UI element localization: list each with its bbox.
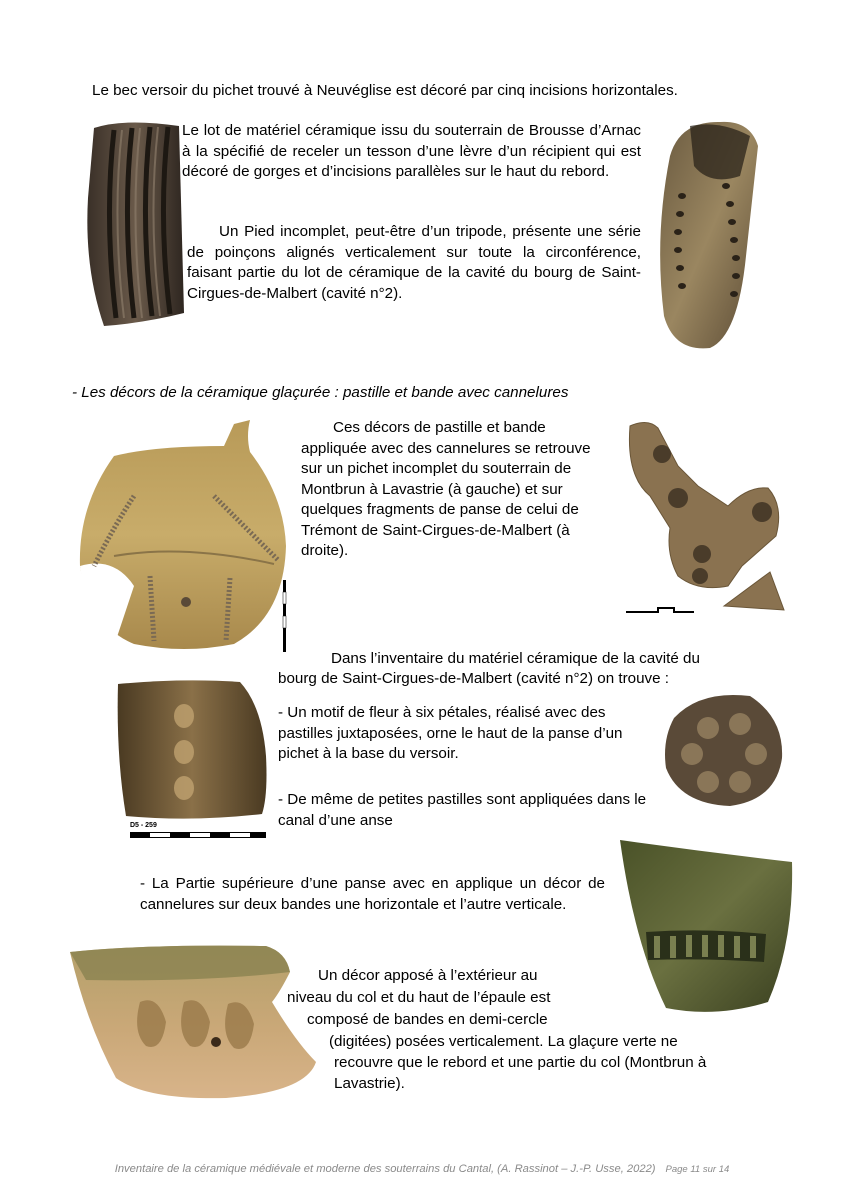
lip-sherd-image — [84, 118, 186, 328]
glazed-jug-image — [74, 416, 296, 656]
paragraph-col-line-3: composé de bandes en demi-cercle — [307, 1011, 548, 1028]
paragraph-col-line-2: niveau du col et du haut de l’épaule est — [287, 989, 551, 1006]
green-glazed-sherd-image — [616, 832, 798, 1022]
paragraph-inventaire-line-1: Dans l’inventaire du matériel céramique de la cavité du — [331, 650, 700, 667]
flower-fragment-image — [660, 688, 788, 812]
paragraph-col-line-5: recouvre que le rebord et une partie du col (Montbrun à — [334, 1054, 707, 1071]
section-heading-glacuree: - Les décors de la céramique glaçurée : pastille et bande avec cannelures — [72, 384, 569, 401]
tremont-fragments-image — [618, 416, 800, 622]
paragraph-brousse-arnac: Le lot de matériel céramique issu du souterrain de Brousse d’Arnac à la spécifié de receler un tesson d’une lèvre d’un récipient qui est décoré de gorges et d’incisions parallèles sur le haut du rebord. — [182, 122, 641, 180]
jug-scale-bar — [280, 580, 290, 652]
paragraph-col-line-1: Un décor apposé à l’extérieur au — [318, 967, 538, 984]
paragraph-anse: - De même de petites pastilles sont appliquées dans le canal d’une anse — [278, 791, 647, 829]
paragraph-col-line-4: (digitées) posées verticalement. La glaçure verte ne — [329, 1033, 678, 1050]
paragraph-partie-superieure: - La Partie supérieure d’une panse avec en applique un décor de cannelures sur deux bandes une horizontale et l’autre verticale. — [140, 875, 605, 913]
page-footer — [0, 1163, 844, 1175]
paragraph-bec-versoir: Le bec versoir du pichet trouvé à Neuvéglise est décoré par cinq incisions horizontales. — [92, 82, 678, 99]
footer-citation: Inventaire de la céramique médiévale et moderne des souterrains du Cantal, (A. Rassinot – J.-P. Usse, 2022) — [114, 1163, 656, 1175]
page-number: Page 11 sur 14 — [665, 1164, 730, 1175]
paragraph-pastille-bande: Ces décors de pastille et bande appliquée avec des cannelures se retrouve sur un pichet incomplet du souterrain de Montbrun à Lavastrie (à gauche) et sur quelques fragments de panse de celui de Trémont de Saint-Cirgues-de-Malbert (à droite). — [301, 419, 591, 559]
paragraph-pied-tripode: Un Pied incomplet, peut-être d’un tripode, présente une série de poinçons alignés verticalement sur toute la circonférence, faisant partie du lot de céramique de la cavité du bourg de Saint-Cirgues-de-Malbert (cavité n°2). — [187, 223, 641, 302]
paragraph-fleur: - Un motif de fleur à six pétales, réalisé avec des pastilles juxtaposées, orne le haut de la panse d’un pichet à la base du versoir. — [278, 704, 623, 762]
rim-fragment-image — [66, 942, 322, 1102]
paragraph-inventaire-line-2: bourg de Saint-Cirgues-de-Malbert (cavité n°2) on trouve : — [278, 670, 670, 687]
tripod-foot-image — [650, 116, 765, 356]
paragraph-col-line-6: Lavastrie). — [334, 1075, 405, 1092]
scale-label: D5 - 259 — [130, 822, 157, 829]
